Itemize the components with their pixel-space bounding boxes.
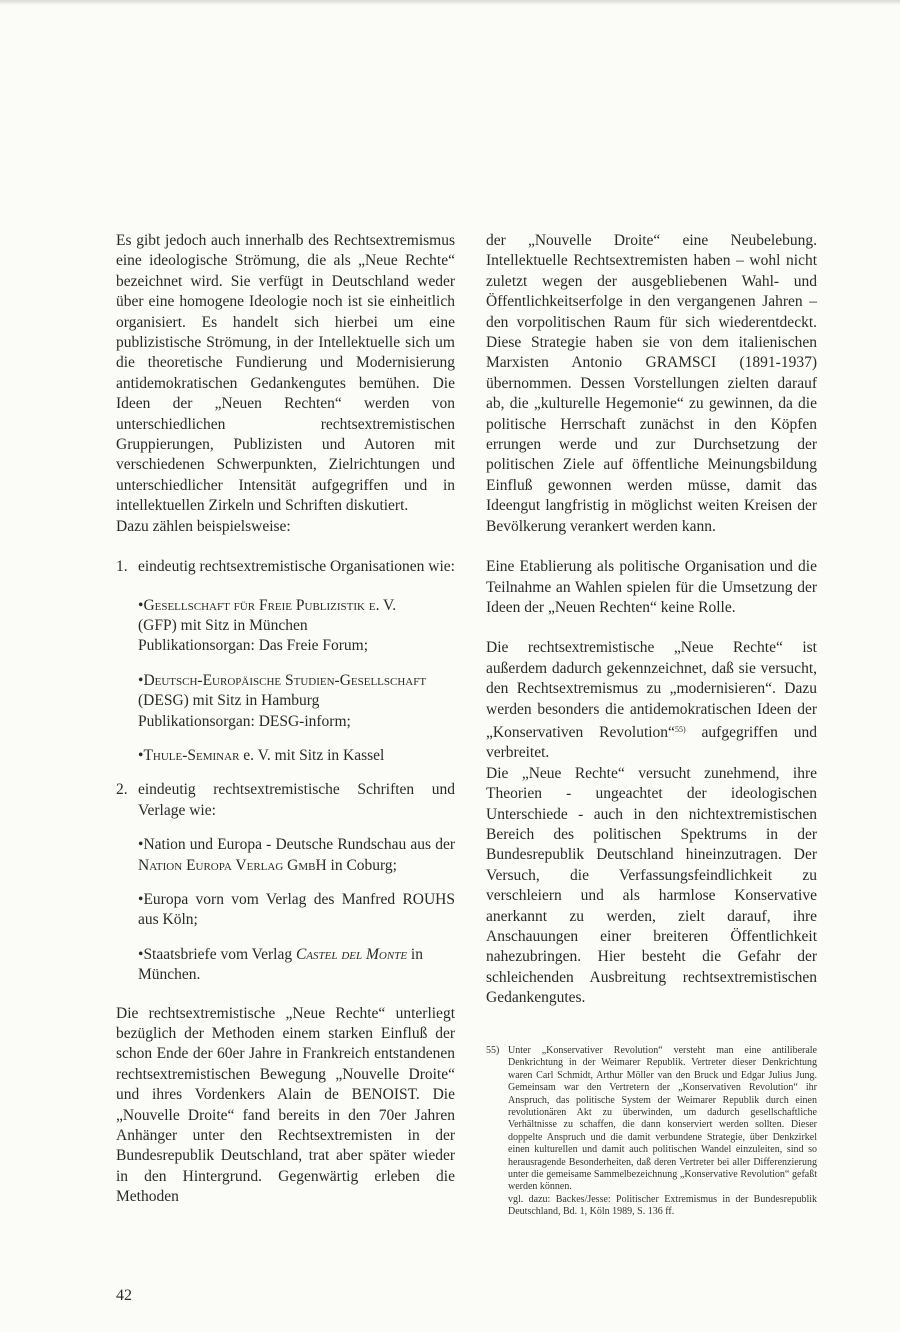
organisation-entry-desg	[138, 671, 455, 732]
list-item-1	[116, 557, 455, 577]
list-number-2: 2.	[116, 781, 128, 799]
list-text-1: eindeutig rechtsextremistische Organisationen wie:	[138, 558, 455, 576]
list-text-2: eindeutig rechtsextremistische Schriften und Verlage wie:	[138, 781, 455, 819]
left-paragraph-intro: Es gibt jedoch auch innerhalb des Rechtsextremismus eine ideologische Strömung, die als „Neue Rechte“ bezeichnet wird. Sie verfügt in Deutschland weder über eine homogene Ideologie noch ist sie einheitlich organisiert. Es handelt sich hierbei um eine publizistische Strömung, in der Intellektuelle sich um die theoretische Fundierung und Modernisierung antidemokratischen Gedankengutes bemühen. Die Ideen der „Neuen Rechten“ werden von unterschiedlichen rechtsextremistischen Gruppierungen, Publizisten und Autoren mit verschiedenen Schwerpunkten, Zielrichtungen und unterschiedlicher Intensität aufgegriffen und in intellektuellen Zirkeln und Schriften diskutiert.	[116, 232, 455, 515]
org-seat-gfp: (GFP) mit Sitz in München	[138, 616, 308, 634]
right-paragraph-modernisierung-end: aufgegriffen und verbreitet.	[486, 723, 817, 762]
bullet-icon: •	[138, 890, 144, 908]
right-paragraph-theorien: Die „Neue Rechte“ versucht zunehmend, ihre Theorien - ungeachtet der ideologischen Unterschiede - auch in den nichtextremistischen Bereich des politischen Spektrums in der Bundesrepublik Deutschland hineinzutragen. Der Versuch, die Verfassungsfeindlichkeit zu verschleiern und als harmlose Konservative anerkannt zu werden, zielt darauf, ihre Anschauungen einer breiteren Öffentlichkeit nahezubringen. Hier besteht die Gefahr der schleichenden Ausbreitung rechtsextremistischen Gedankengutes.	[486, 764, 817, 1007]
organisation-entry-gfp	[138, 596, 455, 657]
right-column	[486, 231, 817, 1009]
publication-entry-nation-europa	[138, 835, 455, 876]
footnote-reference-source: vgl. dazu: Backes/Jesse: Politischer Extremismus in der Bundesrepublik Deutschland, Bd. 1, Köln 1989, S. 136 ff.	[508, 1193, 817, 1218]
left-column	[116, 231, 455, 1208]
right-paragraph-gramsci: der „Nouvelle Droite“ eine Neubelebung. Intellektuelle Rechtsextremisten haben – wohl nicht zuletzt wegen der ausgebliebenen Wahl- und Öffentlichkeitserfolge in den vergangenen Jahren – den vorpolitischen Raum für sich wiederentdeckt. Diese Strategie haben sie von dem italienischen Marxisten Antonio GRAMSCI (1891-1937) übernommen. Dessen Vorstellungen zielten darauf ab, die „kulturelle Hegemonie“ zu gewinnen, da die politische Herrschaft zunächst in den Köpfen errungen werde und zur Durchsetzung der politischen Ziele auf öffentliche Meinungsbildung Einfluß gewonnen werden müsse, damit das Ideengut langfristig in möglichst weiten Kreisen der Bevölkerung verankert werden kann.	[486, 232, 817, 535]
footnote	[486, 1045, 817, 1219]
bullet-icon: •	[138, 596, 144, 614]
right-paragraph-modernisierung-text: Die rechtsextremistische „Neue Rechte“ ist außerdem dadurch gekennzeichnet, daß sie versucht, den Rechtsextremismus zu „modernisieren“. Dazu werden besonders die antidemokratischen Ideen der „Konservativen Revolution“	[486, 639, 817, 741]
org-seat-desg: (DESG) mit Sitz in Hamburg	[138, 692, 320, 710]
bullet-icon: •	[138, 671, 144, 689]
publisher-nation-europa: Nation Europa Verlag GmbH	[138, 856, 327, 874]
publication-entry-staatsbriefe	[138, 945, 455, 986]
publication-europa-vorn: Europa vorn vom Verlag des Manfred ROUHS aus Köln;	[138, 890, 455, 929]
publication-nation-europa-title: Nation und Europa - Deutsche Rundschau aus der	[143, 836, 455, 854]
bullet-icon: •	[138, 836, 144, 854]
left-paragraph-intro-last: Dazu zählen beispielsweise:	[116, 517, 291, 535]
top-edge-shadow	[0, 0, 900, 5]
org-publication-gfp: Publikationsorgan: Das Freie Forum;	[138, 637, 369, 655]
right-paragraph-etablierung: Eine Etablierung als politische Organisation und die Teilnahme an Wahlen spielen für die Umsetzung der Ideen der „Neuen Rechten“ keine Rolle.	[486, 558, 817, 616]
publisher-castel-del-monte: Castel del Monte	[295, 945, 408, 963]
publication-entry-europa-vorn	[138, 890, 455, 931]
right-paragraph-modernisierung	[486, 638, 817, 763]
organisation-entry-thule	[138, 746, 455, 766]
bullet-icon: •	[138, 945, 144, 963]
bullet-icon: •	[138, 746, 144, 764]
publication-staatsbriefe-title: Staatsbriefe vom Verlag	[143, 945, 296, 963]
org-name-desg: Deutsch-Europäische Studien-Gesellschaft	[143, 671, 427, 689]
publication-staatsbriefe-location: in München.	[138, 945, 423, 984]
org-seat-thule: e. V. mit Sitz in Kassel	[239, 746, 385, 764]
org-name-thule: Thule-Seminar	[143, 746, 240, 764]
page-number: 42	[116, 1287, 132, 1304]
footnote-reference[interactable]: 55)	[674, 724, 686, 734]
left-paragraph-nouvelle-droite: Die rechtsextremistische „Neue Rechte“ unterliegt bezüglich der Methoden einem starken Einfluß der schon Ende der 60er Jahre in Frankreich entstandenen rechtsextremistischen Bewegung „Nouvelle Droite“ und ihres Vordenkers Alain de BENOIST. Die „Nouvelle Droite“ fand bereits in den 70er Jahren Anhänger unter den Rechtsextremisten in der Bundesrepublik Deutschland, trat aber später wieder in den Hintergrund. Gegenwärtig erleben die Methoden	[116, 1004, 455, 1206]
org-name-gfp: Gesellschaft für Freie Publizistik e. V.	[143, 596, 397, 614]
list-number-1: 1.	[116, 558, 128, 576]
list-item-2	[116, 780, 455, 821]
footnote-body	[508, 1045, 817, 1219]
footnote-number: 55)	[486, 1045, 500, 1056]
footnote-text: Unter „Konservativer Revolution“ versteht man eine antiliberale Denkrichtung in der Weimarer Republik. Vertreter dieser Denkrichtung waren Carl Schmidt, Arthur Möller van den Bruck und Edgar Julius Jung. Gemeinsam war den Vertretern der „Konservativen Revolution“ ihr Anspruch, das politische System der Weimarer Republik durch einen revolutionären Akt zu überwinden, um dadurch gesellschaftliche Verhältnisse zu schaffen, die dann konserviert werden sollten. Dieser doppelte Anspruch und die damit verbundene Strategie, über Denkzirkel einen kulturellen und damit auch politischen Wandel einzuleiten, sind so herausragende Besonderheiten, daß deren Vertreter bei aller Differenzierung unter die gemeisame Sammelbezeichnung „Konservative Revolution“ gefaßt werden können.	[508, 1045, 817, 1193]
org-publication-desg: Publikationsorgan: DESG-inform;	[138, 712, 351, 730]
publication-nation-europa-location: in Coburg;	[326, 856, 397, 874]
